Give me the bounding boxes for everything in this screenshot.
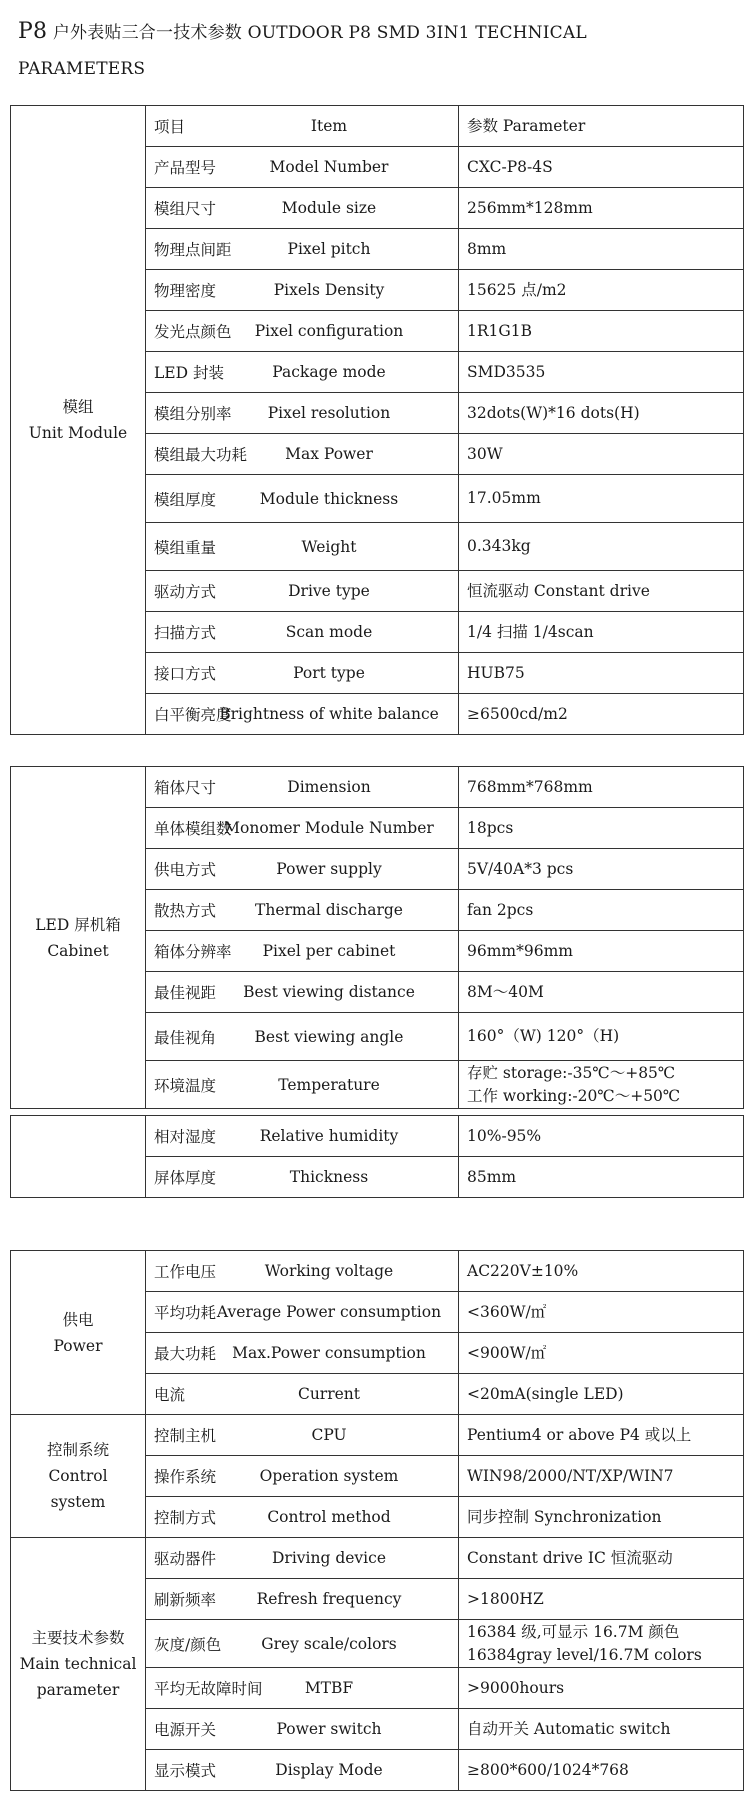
param-en: Thickness (289, 1168, 369, 1186)
param-en: Average Power consumption (216, 1303, 442, 1321)
param-cell (146, 523, 459, 571)
param-cn: 模组分别率 (154, 405, 232, 423)
value-cell: SMD3535 (459, 352, 744, 393)
param-en: Max Power (285, 445, 373, 463)
group-cell-cabinet (11, 767, 146, 1109)
param-en: Control method (267, 1508, 391, 1526)
value-cell: 8mm (459, 229, 744, 270)
value-cell: 32dots(W)*16 dots(H) (459, 393, 744, 434)
value-cell: 85mm (459, 1157, 744, 1198)
param-en: Power supply (276, 860, 382, 878)
value-cell: 768mm*768mm (459, 767, 744, 808)
param-cell (146, 849, 459, 890)
param-cn: 物理点间距 (154, 241, 232, 259)
param-cn: 物理密度 (154, 282, 217, 300)
param-cell (146, 890, 459, 931)
param-cn: 电流 (154, 1386, 186, 1404)
param-cell (146, 931, 459, 972)
param-cn: 屏体厚度 (154, 1169, 217, 1187)
param-en: Temperature (278, 1075, 380, 1094)
value-cell: WIN98/2000/NT/XP/WIN7 (459, 1456, 744, 1497)
title-text: 户外表贴三合一技术参数 OUTDOOR P8 SMD 3IN1 TECHNICAL PARAMETERS (18, 23, 587, 79)
param-cell (146, 352, 459, 393)
param-cell (146, 147, 459, 188)
group-label-cn: 主要技术参数 (31, 1629, 125, 1647)
group-cell-main-technical (11, 1538, 146, 1791)
group-label-cn: 控制系统 (46, 1441, 109, 1459)
value-cell: 30W (459, 434, 744, 475)
param-cell (146, 767, 459, 808)
param-cell (146, 1061, 459, 1109)
value-cell: 160°（W) 120°（H) (459, 1013, 744, 1061)
param-en: Grey scale/colors (261, 1634, 397, 1653)
param-cn: 模组尺寸 (154, 200, 217, 218)
value-cell: 10%-95% (459, 1116, 744, 1157)
value-cell: Pentium4 or above P4 或以上 (459, 1415, 744, 1456)
param-en: Display Mode (275, 1761, 383, 1779)
param-cell (146, 106, 459, 147)
param-cell (146, 270, 459, 311)
table-row (11, 106, 744, 147)
param-cn: 扫描方式 (154, 624, 217, 642)
param-cell (146, 1579, 459, 1620)
value-cell: 同步控制 Synchronization (459, 1497, 744, 1538)
param-cell (146, 1116, 459, 1157)
param-en: Best viewing distance (243, 983, 415, 1001)
param-en: Power switch (276, 1720, 382, 1738)
param-cn: 供电方式 (154, 861, 217, 879)
param-en: Relative humidity (259, 1127, 399, 1145)
value-cell: ≥6500cd/m2 (459, 694, 744, 735)
environment-table (10, 1115, 744, 1198)
value-cell: 256mm*128mm (459, 188, 744, 229)
group-label-en: Cabinet (47, 941, 109, 960)
value-cell (459, 1620, 744, 1668)
param-cn: 电源开关 (154, 1721, 217, 1739)
power-control-table (10, 1250, 744, 1791)
param-en: Working voltage (264, 1262, 394, 1280)
param-en: Brightness of white balance (219, 705, 439, 723)
param-cn: 接口方式 (154, 665, 217, 683)
value-cell: 8M～40M (459, 972, 744, 1013)
group-label-cn: 供电 (62, 1310, 94, 1329)
param-cell (146, 188, 459, 229)
table-row (11, 1538, 744, 1579)
value-cell: Constant drive IC 恒流驱动 (459, 1538, 744, 1579)
value-cell: AC220V±10% (459, 1251, 744, 1292)
param-cell (146, 653, 459, 694)
param-cn: 控制主机 (154, 1427, 217, 1445)
param-en: Operation system (259, 1467, 399, 1485)
param-cell (146, 1620, 459, 1668)
param-en: CPU (311, 1426, 347, 1444)
param-cn: 箱体尺寸 (154, 779, 217, 797)
param-cell (146, 434, 459, 475)
value-cell (459, 1061, 744, 1109)
param-cn: 驱动方式 (154, 583, 217, 601)
param-cn: 灰度/颜色 (154, 1635, 222, 1654)
param-en: Refresh frequency (256, 1590, 402, 1608)
param-en: Pixel configuration (254, 322, 404, 340)
param-cn: 模组重量 (154, 538, 217, 557)
param-cn: LED 封装 (154, 364, 224, 382)
group-label-en: parameter (36, 1681, 120, 1699)
value-line: 存贮 storage:-35℃～+85℃ (467, 1063, 676, 1082)
param-cell (146, 393, 459, 434)
param-cn: 平均无故障时间 (154, 1680, 263, 1698)
value-cell: 96mm*96mm (459, 931, 744, 972)
param-cn: 最佳视距 (154, 984, 217, 1002)
page-title (18, 14, 718, 87)
group-label-cn: LED 屏机箱 (35, 915, 121, 934)
param-cell (146, 1750, 459, 1791)
value-cell: 15625 点/m2 (459, 270, 744, 311)
value-cell: HUB75 (459, 653, 744, 694)
param-cell (146, 694, 459, 735)
value-line: 工作 working:-20℃～+50℃ (467, 1086, 681, 1105)
param-en: Module size (281, 199, 377, 217)
value-cell: <360W/㎡ (459, 1292, 744, 1333)
param-en: MTBF (304, 1679, 354, 1697)
param-cn: 模组厚度 (154, 490, 217, 509)
param-cell (146, 1292, 459, 1333)
value-cell: 5V/40A*3 pcs (459, 849, 744, 890)
param-cn: 平均功耗 (154, 1304, 217, 1322)
param-en: Driving device (271, 1549, 386, 1567)
value-line: 16384gray level/16.7M colors (467, 1645, 702, 1664)
param-en: Monomer Module Number (224, 819, 434, 837)
group-label-en: Main technical (19, 1655, 137, 1673)
param-en: Pixel resolution (267, 404, 391, 422)
param-en: Model Number (269, 158, 389, 176)
param-en: Max.Power consumption (232, 1344, 426, 1362)
param-cn: 环境温度 (154, 1076, 217, 1095)
value-cell: 1/4 扫描 1/4scan (459, 612, 744, 653)
param-en: Pixels Density (273, 281, 385, 299)
cabinet-table (10, 766, 744, 1109)
param-cn: 散热方式 (154, 902, 217, 920)
param-cell (146, 1157, 459, 1198)
value-cell: ≥800*600/1024*768 (459, 1750, 744, 1791)
param-en: Package mode (272, 363, 386, 381)
param-en: Thermal discharge (255, 901, 403, 919)
value-cell: fan 2pcs (459, 890, 744, 931)
table-row (11, 1415, 744, 1456)
param-cn: 单体模组数 (154, 820, 232, 838)
value-cell: <20mA(single LED) (459, 1374, 744, 1415)
param-en: Current (297, 1385, 361, 1403)
param-cn: 白平衡亮度 (154, 706, 232, 724)
value-cell: 自动开关 Automatic switch (459, 1709, 744, 1750)
group-cell-unit-module (11, 106, 146, 735)
param-cell (146, 1709, 459, 1750)
value-cell: 0.343kg (459, 523, 744, 571)
table-row (11, 1251, 744, 1292)
value-cell: <900W/㎡ (459, 1333, 744, 1374)
group-cell-power (11, 1251, 146, 1415)
param-cn: 项目 (154, 118, 186, 136)
group-label-en: Power (53, 1336, 103, 1355)
title-prefix: P8 (18, 19, 48, 44)
param-cn: 工作电压 (154, 1263, 217, 1281)
value-cell: 18pcs (459, 808, 744, 849)
param-cell (146, 1251, 459, 1292)
param-en: Pixel pitch (287, 240, 371, 258)
group-cell-empty (11, 1116, 146, 1198)
param-cn: 发光点颜色 (154, 323, 232, 341)
param-cell (146, 1013, 459, 1061)
value-cell: 17.05mm (459, 475, 744, 523)
param-cell (146, 475, 459, 523)
param-cell (146, 571, 459, 612)
value-cell: >1800HZ (459, 1579, 744, 1620)
param-en: Port type (293, 664, 365, 682)
param-en: Weight (301, 537, 357, 556)
param-cell (146, 972, 459, 1013)
value-cell: 恒流驱动 Constant drive (459, 571, 744, 612)
param-cell (146, 1538, 459, 1579)
group-label-cn: 模组 (62, 398, 94, 416)
table-row (11, 767, 744, 808)
param-cell (146, 1668, 459, 1709)
param-cell (146, 1374, 459, 1415)
param-cell (146, 1333, 459, 1374)
param-en: Drive type (288, 582, 370, 600)
value-cell: CXC-P8-4S (459, 147, 744, 188)
param-cn: 箱体分辨率 (154, 943, 232, 961)
value-cell: 1R1G1B (459, 311, 744, 352)
param-cn: 控制方式 (154, 1509, 217, 1527)
param-cn: 最佳视角 (154, 1028, 217, 1047)
param-cn: 产品型号 (154, 159, 217, 177)
value-line: 16384 级,可显示 16.7M 颜色 (467, 1622, 680, 1641)
param-cell (146, 311, 459, 352)
param-en: Item (310, 117, 348, 135)
param-cell (146, 1415, 459, 1456)
param-en: Best viewing angle (254, 1027, 404, 1046)
param-cell (146, 612, 459, 653)
unit-module-table (10, 105, 744, 735)
param-cell (146, 808, 459, 849)
param-en: Module thickness (259, 489, 399, 508)
param-cell (146, 1497, 459, 1538)
param-cn: 显示模式 (154, 1762, 217, 1780)
group-cell-control (11, 1415, 146, 1538)
param-en: Scan mode (285, 623, 373, 641)
param-cn: 操作系统 (154, 1468, 217, 1486)
param-en: Dimension (287, 778, 371, 796)
group-label-en: Control system (48, 1467, 108, 1511)
param-cn: 驱动器件 (154, 1550, 217, 1568)
group-label-en: Unit Module (28, 424, 128, 442)
param-en: Pixel per cabinet (262, 942, 396, 960)
param-cn: 刷新频率 (154, 1591, 217, 1609)
param-cn: 相对湿度 (154, 1128, 217, 1146)
param-cell (146, 1456, 459, 1497)
value-cell: 参数 Parameter (459, 106, 744, 147)
param-cn: 最大功耗 (154, 1345, 217, 1363)
param-cell (146, 229, 459, 270)
value-cell: >9000hours (459, 1668, 744, 1709)
table-row (11, 1116, 744, 1157)
param-cn: 模组最大功耗 (154, 446, 248, 464)
